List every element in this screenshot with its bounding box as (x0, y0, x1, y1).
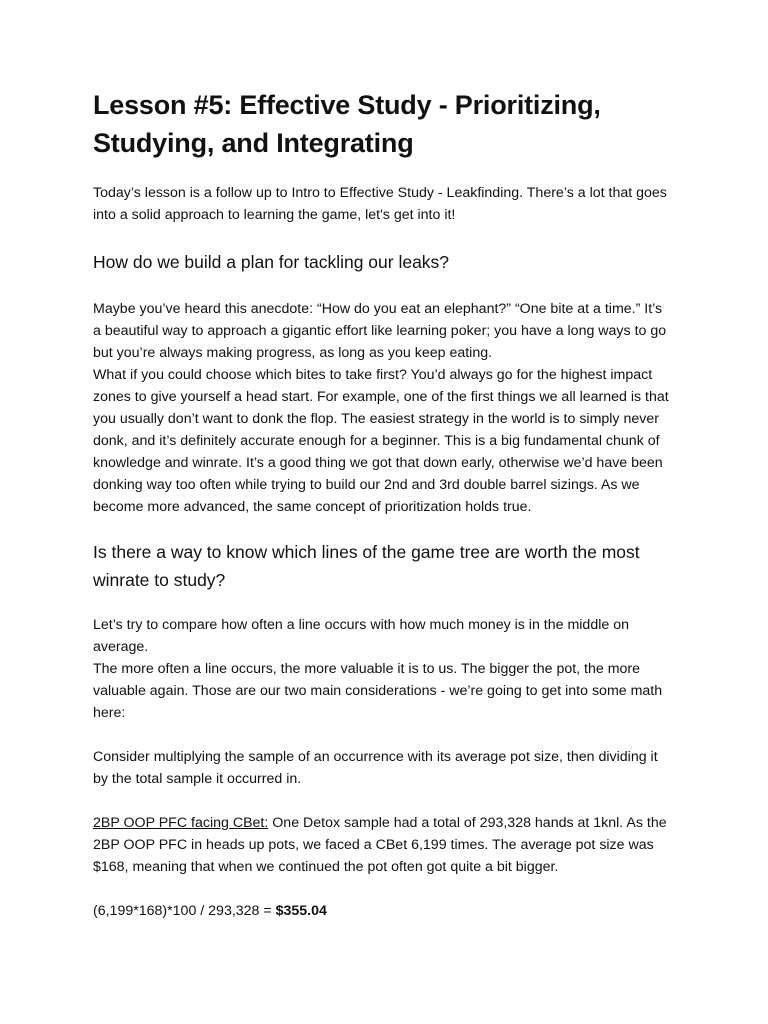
compare-paragraph: Let’s try to compare how often a line occurs with how much money is in the middle on average. (93, 617, 629, 655)
intro-paragraph: Today’s lesson is a follow up to Intro to Effective Study - Leakfinding. There’s a lot that goes into a solid approach to learning the game, let's get into it! (93, 185, 667, 223)
elephant-paragraph: Maybe you’ve heard this anecdote: “How do you eat an elephant?” “One bite at a time.” It’s a beautiful way to approach a gigantic effort like learning poker; you have a long ways to go but you’re always making progress, as long as you keep eating. (93, 301, 667, 361)
formula-expression: (6,199*168)*100 / 293,328 = (93, 903, 276, 919)
section-heading-game-tree: Is there a way to know which lines of the game tree are worth the most winrate to study? (93, 542, 640, 590)
considerations-paragraph: The more often a line occurs, the more valuable it is to us. The bigger the pot, the more valuable again. Those are our two main considerations - we’re going to get into some math here: (93, 661, 663, 721)
paragraph-gap (93, 790, 673, 812)
example-paragraph (93, 812, 673, 878)
example-label: 2BP OOP PFC facing CBet: (93, 815, 269, 831)
page-title: Lesson #5: Effective Study - Prioritizing, Studying, and Integrating (93, 90, 601, 158)
formula-result: $355.04 (275, 903, 327, 919)
example-text: One Detox sample had a total of 293,328 hands at 1knl. As the 2BP OOP PFC in heads up pots, we faced a CBet 6,199 times. The average pot size was $168, meaning that when we continued the pot often got quite a bit bigger. (93, 815, 667, 875)
paragraph-gap (93, 878, 673, 900)
method-paragraph: Consider multiplying the sample of an occurrence with its average pot size, then dividing it by the total sample it occurred in. (93, 749, 658, 787)
section-heading-plan: How do we build a plan for tackling our leaks? (93, 252, 450, 272)
document-page (93, 86, 673, 922)
formula-line (93, 900, 673, 922)
paragraph-gap (93, 724, 673, 746)
prioritization-paragraph: What if you could choose which bites to take first? You’d always go for the highest impact zones to give yourself a head start. For example, one of the first things we all learned is that you usually don’t want to donk the flop. The easiest strategy in the world is to simply never donk, and it’s definitely accurate enough for a beginner. This is a big fundamental chunk of knowledge and winrate. It’s a good thing we got that down early, otherwise we’d have been donking way too often while trying to build our 2nd and 3rd double barrel sizings. As we become more advanced, the same concept of prioritization holds true. (93, 367, 669, 515)
